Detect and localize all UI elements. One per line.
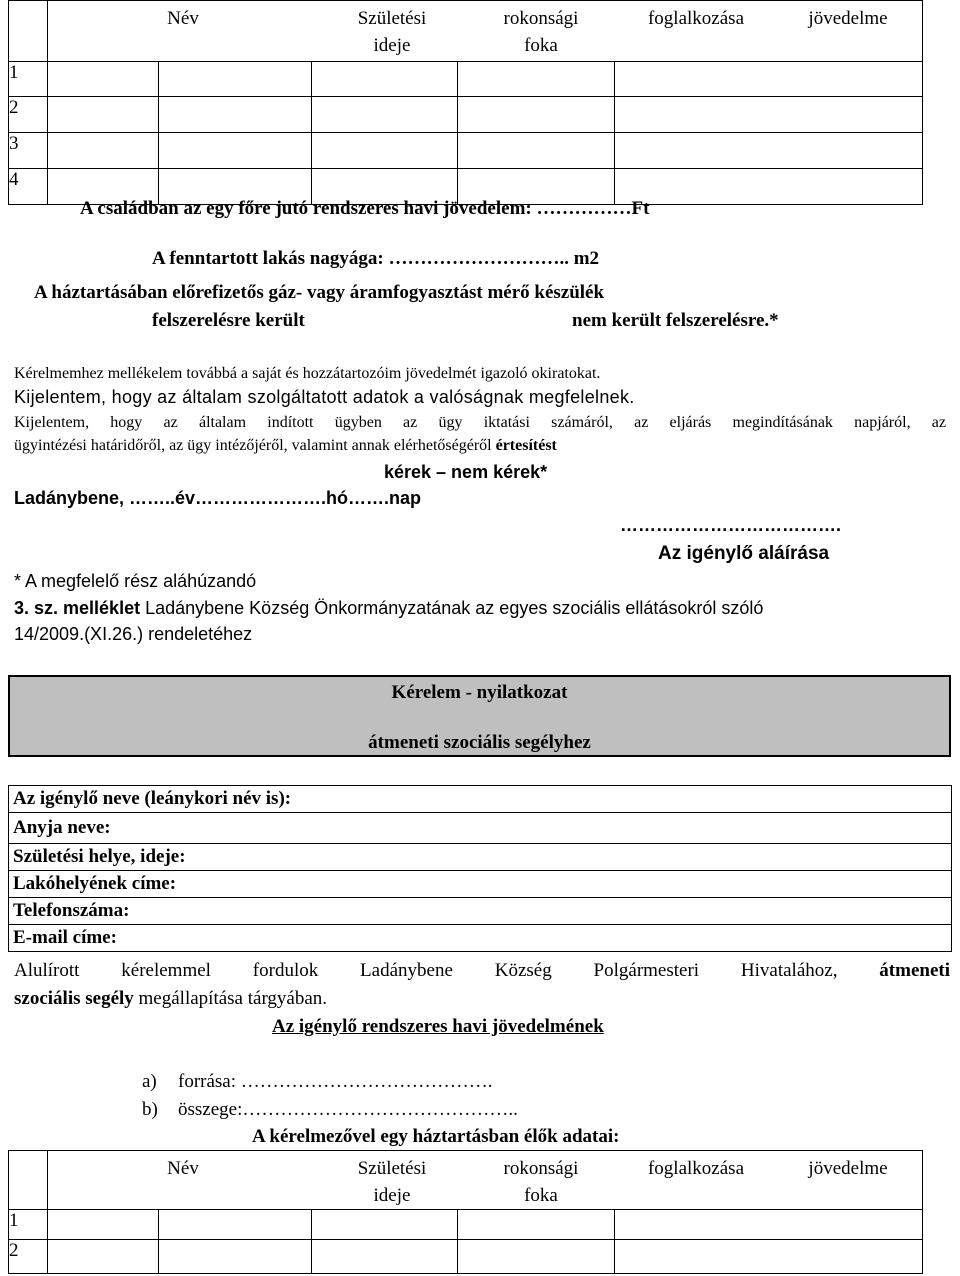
notification-text: ügyintézési határidőről, az ügy intézőjéről, valamint annak elérhetőségéről — [14, 437, 492, 454]
notification-bold: értesítést — [495, 437, 557, 454]
request-choice: kérek – nem kérek* — [384, 462, 548, 482]
table-header-row — [48, 1, 923, 62]
field-name[interactable]: Az igénylő neve (leánykori név is): — [9, 786, 952, 813]
col-income: jövedelme — [808, 1158, 888, 1179]
income-per-capita-line: A családban az egy főre jutó rendszeres havi jövedelem: ……………Ft — [80, 198, 650, 219]
request-paragraph-line-2 — [14, 988, 327, 1010]
col-relation: rokonsági foka — [503, 1158, 579, 1206]
table-cell — [615, 62, 923, 97]
col-name: Név — [167, 1158, 199, 1179]
row-number: 2 — [9, 1240, 48, 1274]
table-cell — [159, 62, 312, 97]
form-subtitle: átmeneti szociális segélyhez — [368, 732, 591, 753]
form-title: Kérelem - nyilatkozat — [391, 682, 568, 703]
request-text: Alulírott kérelemmel fordulok Ladánybene Község Polgármesteri Hivatalához, — [14, 960, 838, 981]
col-occupation: foglalkozása — [647, 8, 744, 29]
col-birth: Születési ideje — [357, 8, 427, 56]
notification-line-2 — [14, 437, 557, 455]
field-address[interactable]: Lakóhelyének címe: — [9, 871, 952, 898]
meter-option-not-installed: nem került felszerelésre.* — [572, 310, 779, 331]
table-cell — [9, 1151, 48, 1210]
list-b-label: b) — [142, 1099, 158, 1120]
household-table-bottom — [8, 1150, 923, 1274]
household-heading: A kérelmezővel egy háztartásban élők adatai: — [252, 1126, 620, 1147]
annex-number: 3. sz. melléklet — [14, 598, 141, 618]
income-amount: összege:…………………………………….. — [178, 1099, 518, 1120]
annex-line-2: 14/2009.(XI.26.) rendeletéhez — [14, 624, 253, 644]
table-cell — [312, 62, 458, 97]
household-table-top — [8, 0, 923, 205]
housing-size-line: A fenntartott lakás nagyága: ……………………….. m2 — [152, 248, 600, 269]
date-line: Ladánybene, ……..év………………….hó…….nap — [14, 488, 422, 508]
signature-dots: ………………………………. — [620, 515, 842, 535]
row-number: 1 — [9, 62, 48, 97]
request-bold-1: átmeneti — [879, 960, 950, 981]
attachment-statement: Kérelmemhez mellékelem továbbá a saját és hozzátartozóim jövedelmét igazoló okiratokat. — [14, 365, 601, 382]
notification-line-1: Kijelentem, hogy az általam indított ügyben az ügy iktatási számáról, az eljárás megindításának napjáról, az — [14, 414, 946, 431]
col-name: Név — [167, 8, 199, 29]
table-cell — [48, 62, 159, 97]
row-number: 3 — [9, 133, 48, 169]
row-number: 4 — [9, 169, 48, 205]
col-birth: Születési ideje — [357, 1158, 427, 1206]
request-bold-2: szociális segély — [14, 988, 134, 1009]
field-email[interactable]: E-mail címe: — [9, 925, 952, 952]
list-a-label: a) — [142, 1071, 157, 1092]
col-income: jövedelme — [808, 8, 888, 29]
request-text-2: megállapítása tárgyában. — [133, 988, 328, 1009]
table-cell — [458, 62, 615, 97]
table-cell — [9, 1, 48, 62]
income-source: forrása: …………………………………. — [178, 1071, 493, 1092]
income-heading: Az igénylő rendszeres havi jövedelmének — [272, 1016, 604, 1037]
col-relation: rokonsági foka — [503, 8, 579, 56]
row-number: 1 — [9, 1210, 48, 1240]
meter-line: A háztartásában előrefizetős gáz- vagy áramfogyasztást mérő készülék — [34, 282, 605, 303]
field-mother-name[interactable]: Anyja neve: — [9, 813, 952, 844]
footnote: * A megfelelő rész aláhúzandó — [14, 571, 257, 591]
col-occupation: foglalkozása — [647, 1158, 744, 1179]
annex-line — [14, 598, 763, 619]
request-paragraph-line-1 — [14, 960, 950, 982]
meter-option-installed: felszerelésre került — [152, 310, 305, 331]
signature-label: Az igénylő aláírása — [658, 543, 830, 564]
form-title-box — [8, 675, 951, 757]
table-header-row — [48, 1151, 923, 1210]
applicant-fields — [8, 785, 952, 952]
field-phone[interactable]: Telefonszáma: — [9, 898, 952, 925]
annex-text: Ladánybene Község Önkormányzatának az egyes szociális ellátásokról szóló — [140, 598, 764, 618]
row-number: 2 — [9, 97, 48, 133]
field-birth[interactable]: Születési helye, ideje: — [9, 844, 952, 871]
declaration-statement: Kijelentem, hogy az általam szolgáltatott adatok a valóságnak megfelelnek. — [14, 387, 635, 407]
